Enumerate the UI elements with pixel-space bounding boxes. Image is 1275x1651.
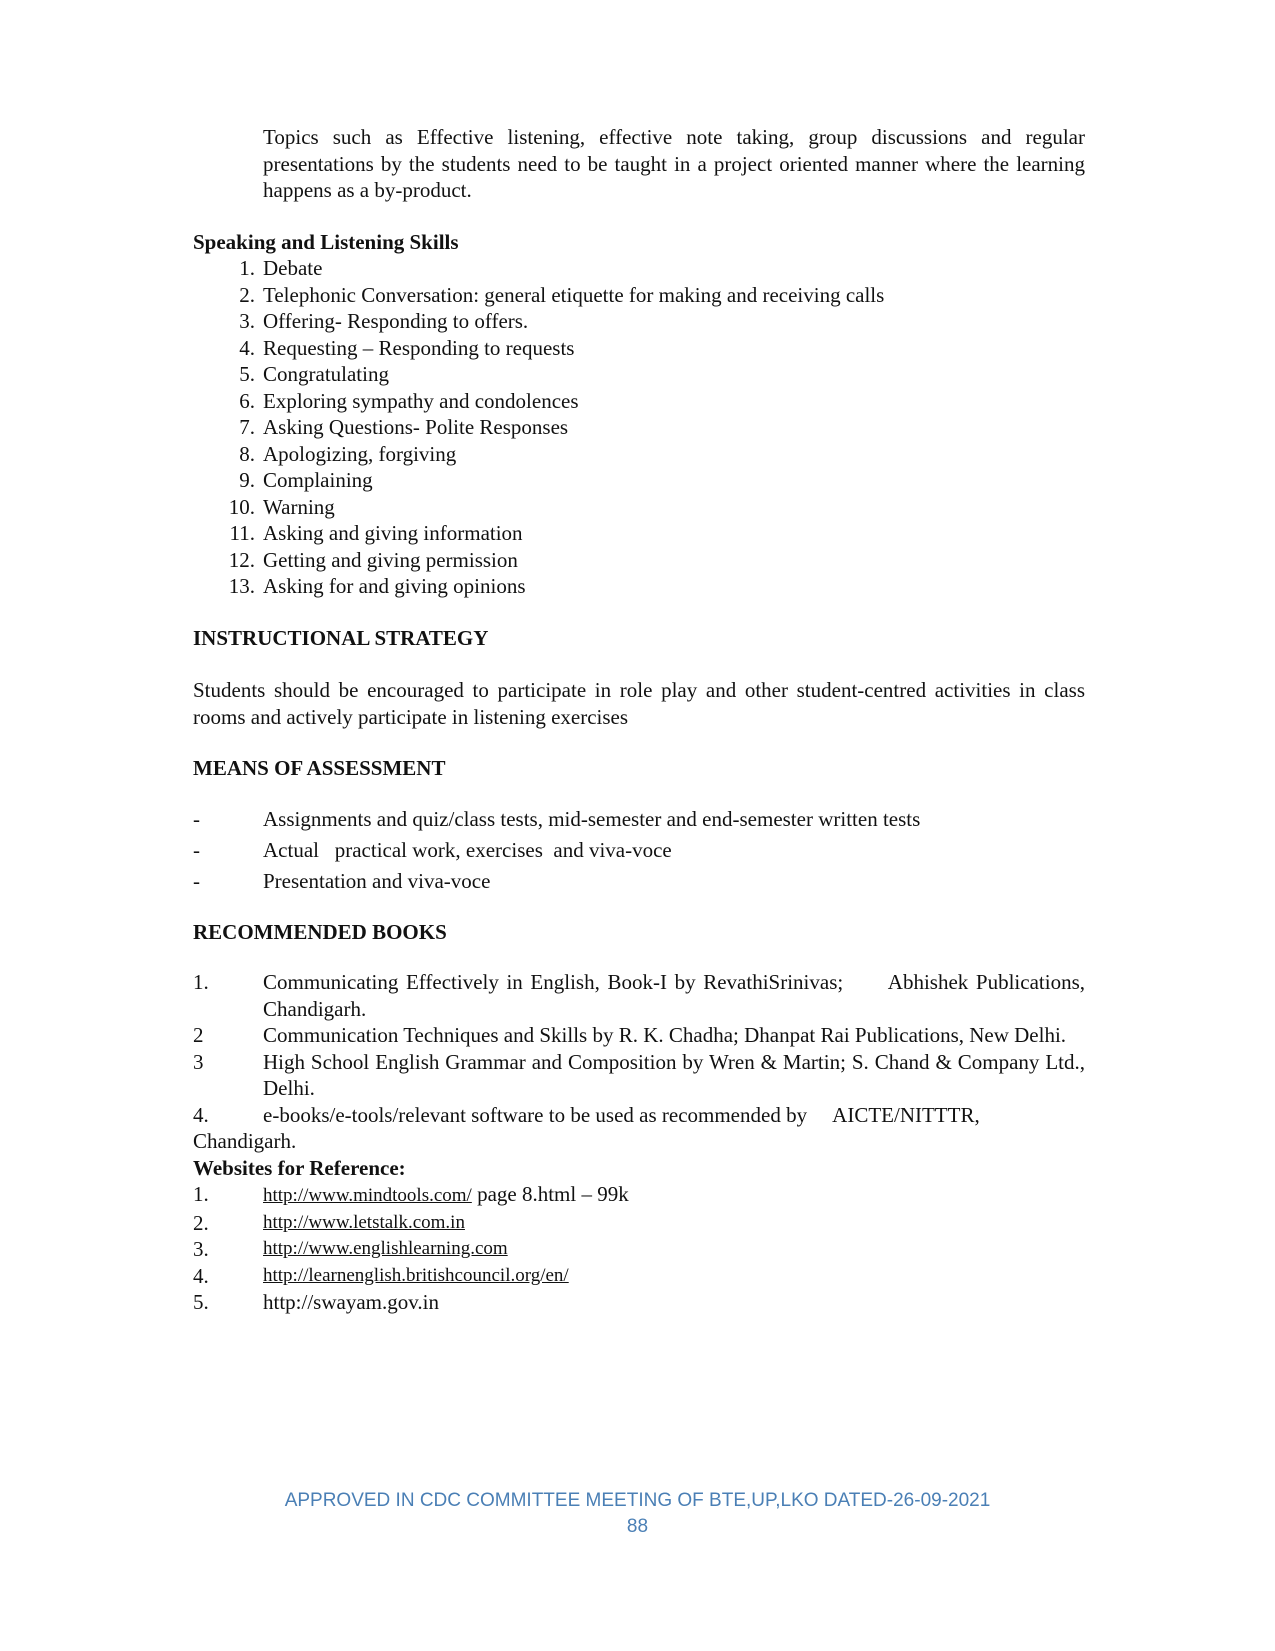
assessment-list (193, 804, 1085, 897)
list-item: 1. Communicating Effectively in English, Book-I by RevathiSrinivas; Abhishek Publications, Chandigarh. (193, 970, 1091, 1021)
approval-note: APPROVED IN CDC COMMITTEE MEETING OF BTE,UP,LKO DATED-26-09-2021 (284, 1490, 991, 1511)
document-page (193, 124, 1091, 1316)
list-item: 9. Complaining (239, 468, 373, 492)
list-item: 2 Communication Techniques and Skills by R. K. Chadha; Dhanpat Rai Publications, New Delhi. (193, 1023, 1067, 1047)
list-item: 3. http://www.englishlearning.com (193, 1237, 508, 1261)
list-item: 4. Requesting – Responding to requests (239, 335, 575, 360)
recommended-books-heading: RECOMMENDED BOOKS (193, 919, 447, 944)
list-item: 11. Asking and giving information (229, 521, 523, 545)
list-item: 6. Exploring sympathy and condolences (239, 388, 579, 413)
list-item: 5. Congratulating (239, 362, 389, 386)
means-of-assessment-heading: MEANS OF ASSESSMENT (193, 756, 446, 780)
list-item: - Assignments and quiz/class tests, mid-semester and end-semester written tests (193, 806, 921, 831)
intro-paragraph: Topics such as Effective listening, effective note taking, group discussions and regular presentations by the students need to be taught in a project oriented manner where the learning happens as a by-product. (263, 125, 1085, 202)
list-item: 3. Offering- Responding to offers. (239, 309, 529, 333)
list-item: 2. Telephonic Conversation: general etiquette for making and receiving calls (239, 282, 885, 307)
page-footer (0, 1488, 1275, 1540)
list-item: 4. e-books/e-tools/relevant software to be used as recommended by AICTE/NITTTR, Chandigarh. (193, 1102, 985, 1153)
recommended-books-list (193, 969, 1091, 1155)
list-item: 1. Debate (239, 256, 323, 280)
speaking-listening-heading: Speaking and Listening Skills (193, 229, 459, 254)
list-item: 7. Asking Questions- Polite Responses (239, 415, 569, 439)
list-item: 2. http://www.letstalk.com.in (193, 1210, 465, 1235)
website-link[interactable]: http://learnenglish.britishcouncil.org/en/ (263, 1264, 569, 1286)
page-number: 88 (626, 1516, 649, 1537)
instructional-strategy-text: Students should be encouraged to participate in role play and other student-centred activities in class rooms and actively participate in listening exercises (193, 678, 1085, 729)
list-item: 10. Warning (228, 494, 335, 519)
list-item: 1. http://www.mindtools.com/ page 8.html – 99k (193, 1182, 629, 1206)
instructional-strategy-heading: INSTRUCTIONAL STRATEGY (193, 625, 489, 650)
list-item: - Presentation and viva-voce (193, 868, 491, 893)
list-item: 5. http://swayam.gov.in (193, 1290, 439, 1314)
list-item: 13. Asking for and giving opinions (228, 574, 526, 598)
speaking-skills-list (193, 255, 1085, 600)
list-item: - Actual practical work, exercises and viva-voce (193, 837, 672, 862)
websites-heading: Websites for Reference: (193, 1155, 406, 1180)
websites-list (193, 1181, 1085, 1316)
list-item: 12. Getting and giving permission (228, 547, 518, 572)
list-item: 3 High School English Grammar and Composition by Wren & Martin; S. Chand & Company Ltd., Delhi. (193, 1049, 1085, 1100)
website-text: http://swayam.gov.in (263, 1290, 439, 1314)
list-item: 8. Apologizing, forgiving (239, 441, 457, 466)
list-item: 4. http://learnenglish.britishcouncil.org/en/ (193, 1263, 569, 1288)
website-link[interactable]: http://www.letstalk.com.in (263, 1211, 465, 1233)
website-link[interactable]: http://www.englishlearning.com (263, 1238, 508, 1259)
website-link[interactable]: http://www.mindtools.com/ (263, 1185, 472, 1206)
